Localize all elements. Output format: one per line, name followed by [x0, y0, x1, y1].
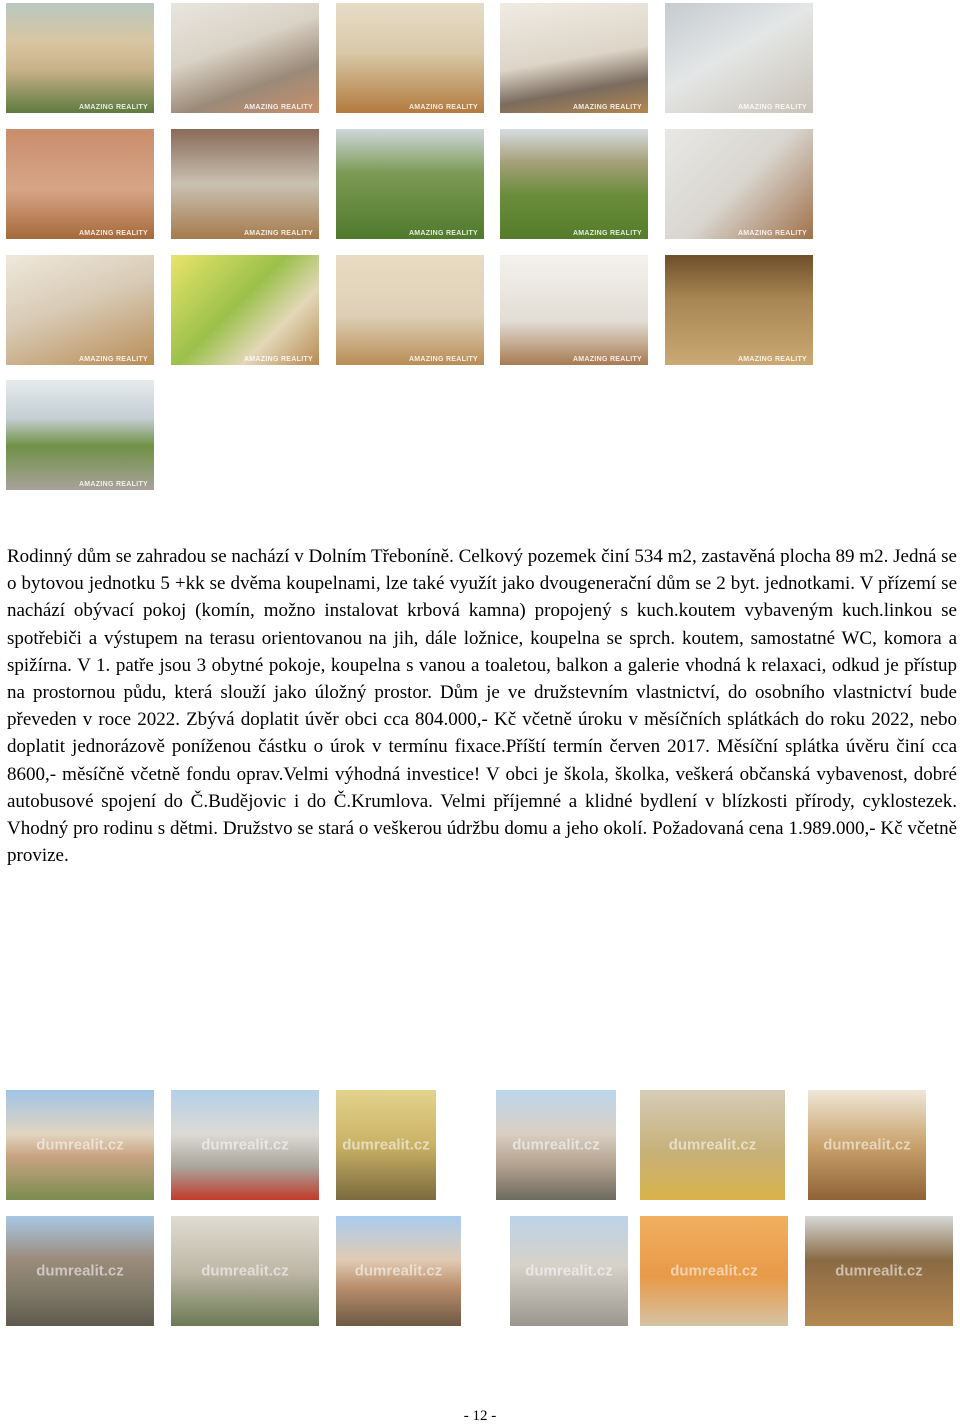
photo-watermark: dumrealit.cz: [342, 1136, 430, 1154]
photo-watermark: dumrealit.cz: [525, 1262, 613, 1280]
photo-hallway-railing: [6, 255, 154, 365]
photo-courtyard: [510, 1216, 628, 1326]
photo-interior-kitchen: [336, 1090, 436, 1200]
photo-shower: [665, 3, 813, 113]
photo-watermark: dumrealit.cz: [354, 1262, 443, 1280]
photo-watermark: AMAZING REALITY: [737, 230, 807, 237]
photo-kitchen-corner: [171, 129, 319, 239]
photo-bathroom-tub: [500, 255, 648, 365]
photo-wooden-shed: [805, 1216, 953, 1326]
photo-watermark: AMAZING REALITY: [78, 104, 148, 111]
photo-attic-space: [665, 255, 813, 365]
photo-watermark: AMAZING REALITY: [572, 356, 642, 363]
photo-room-furniture: [500, 3, 648, 113]
photo-watermark: dumrealit.cz: [835, 1262, 923, 1280]
photo-watermark: dumrealit.cz: [201, 1262, 289, 1280]
photo-watermark: AMAZING REALITY: [408, 104, 478, 111]
photo-living-room: [336, 3, 484, 113]
photo-watermark: dumrealit.cz: [668, 1136, 757, 1154]
photo-watermark: AMAZING REALITY: [408, 230, 478, 237]
photo-watermark: dumrealit.cz: [670, 1262, 758, 1280]
property-description: Rodinný dům se zahradou se nachází v Dolním Třeboníně. Celkový pozemek činí 534 m2, zastavěná plocha 89 m2. Jedná se o bytovou jednotku 5 +kk se dvěma koupelnami, lze také využít jako dvougenerační dům se 2 byt. jednotkami. V přízemí se nachází obývací pokoj (komín, možno instalovat krbová kamna) propojený s kuch.koutem vybaveným kuch.linkou se spotřebiči a výstupem na terasu orientovanou na jih, dále ložnice, koupelna se sprch. koutem, samostatné WC, komora a spižírna. V 1. patře jsou 3 obytné pokoje, koupelna s vanou a toaletou, balkon a galerie vhodná k relaxaci, odkud je přístup na prostornou půdu, která slouží jako úložný prostor. Dům je ve družstevním vlastnictví, do osobního vlastnictví bude převeden v roce 2022. Zbývá doplatit úvěr obci cca 804.000,- Kč včetně úroku v měsíčních splátkách do roku 2022, nebo doplatit jednorázově poníženou částku o úrok v termínu fixace.Příští termín červen 2017. Měsíční splátka úvěru činí cca 8600,- měsíčně včetně fondu oprav.Velmi výhodná investice! V obci je škola, školka, veškerá občanská vybavenost, dobré autobusové spojení do Č.Budějovic i do Č.Krumlova. Velmi příjemné a klidné bydlení v blízkosti přírody, cyklostezek. Vhodný pro rodinu s dětmi. Družstvo se stará o veškerou údržbu domu a jeho okolí. Požadovaná cena 1.989.000,- Kč včetně provize.: [7, 546, 957, 867]
photo-watermark: AMAZING REALITY: [243, 230, 313, 237]
photo-watermark: AMAZING REALITY: [737, 104, 807, 111]
photo-staircase: [665, 129, 813, 239]
page-number: - 12 -: [463, 1408, 497, 1424]
photo-watermark: dumrealit.cz: [512, 1136, 600, 1154]
photo-watermark: AMAZING REALITY: [78, 230, 148, 237]
photo-watermark: dumrealit.cz: [36, 1262, 124, 1280]
photo-watermark: AMAZING REALITY: [572, 230, 642, 237]
photo-watermark: AMAZING REALITY: [243, 104, 313, 111]
photo-outbuilding: [171, 1090, 319, 1200]
photo-stairs-wood: [808, 1090, 926, 1200]
photo-house-exterior-2: [336, 1216, 461, 1326]
photo-watermark: AMAZING REALITY: [572, 104, 642, 111]
photo-garden-view: [500, 129, 648, 239]
photo-orange-room: [640, 1216, 788, 1326]
photo-boiler-room: [171, 1216, 319, 1326]
photo-watermark: dumrealit.cz: [823, 1136, 911, 1154]
photo-watermark: dumrealit.cz: [36, 1136, 124, 1154]
photo-kitchen: [171, 3, 319, 113]
photo-kitchen-floor: [640, 1090, 785, 1200]
photo-watermark: AMAZING REALITY: [737, 356, 807, 363]
photo-room-beige: [336, 255, 484, 365]
photo-house-street: [496, 1090, 616, 1200]
photo-watermark: AMAZING REALITY: [243, 356, 313, 363]
photo-attic-room-green: [171, 255, 319, 365]
photo-watermark: dumrealit.cz: [201, 1136, 289, 1154]
photo-village-road: [6, 380, 154, 490]
photo-garden: [336, 129, 484, 239]
photo-house-exterior-balcony: [6, 3, 154, 113]
photo-house-exterior-1: [6, 1090, 154, 1200]
photo-watermark: AMAZING REALITY: [78, 481, 148, 488]
photo-watermark: AMAZING REALITY: [408, 356, 478, 363]
photo-room-window: [6, 129, 154, 239]
photo-stone-wall: [6, 1216, 154, 1326]
photo-watermark: AMAZING REALITY: [78, 356, 148, 363]
